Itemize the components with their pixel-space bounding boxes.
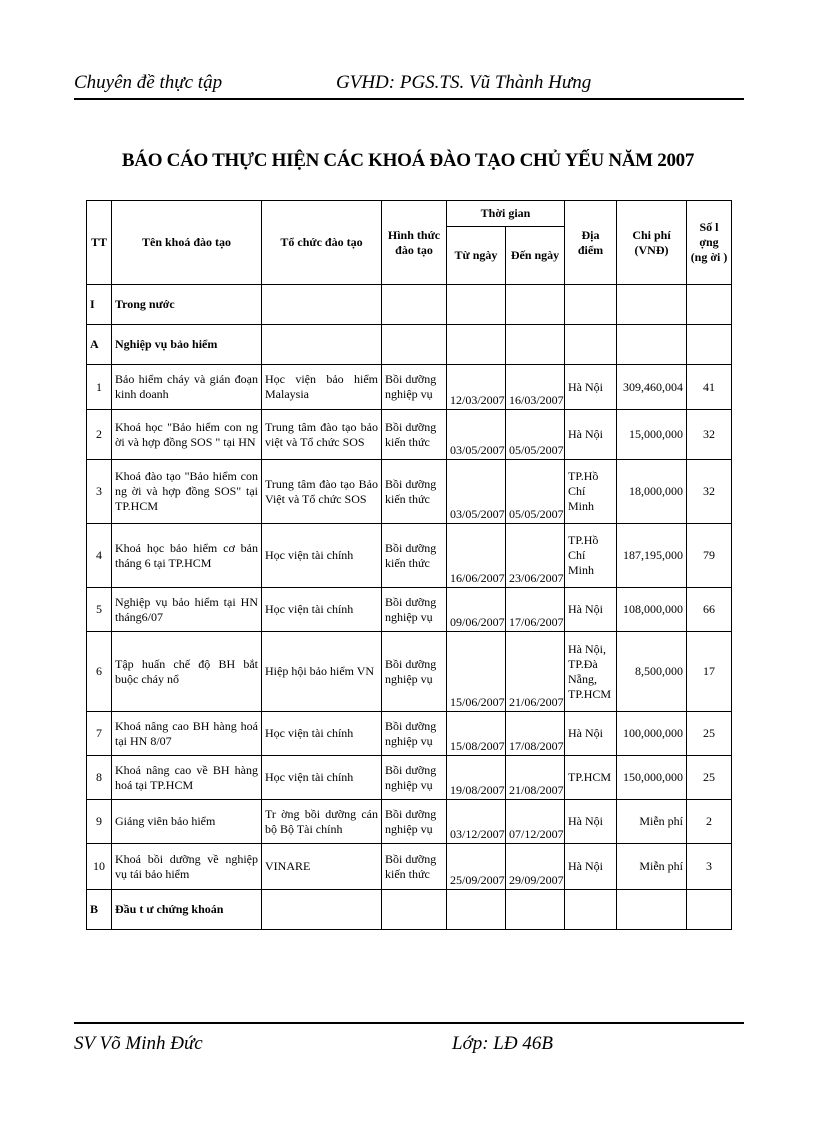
cell-cost: 108,000,000 (617, 588, 687, 632)
cell-form: Bồi dưỡng kiến thức (382, 844, 447, 890)
cell-course: Khoá học bảo hiểm cơ bản tháng 6 tại TP.HCM (112, 524, 262, 588)
cell-org: Trung tâm đào tạo Bảo Việt và Tổ chức SOS (262, 460, 382, 524)
cell-form: Bồi dưỡng kiến thức (382, 410, 447, 460)
cell-count: 25 (687, 756, 732, 800)
col-place: Địa điểm (565, 201, 617, 285)
cell-cost: 150,000,000 (617, 756, 687, 800)
cell-course: Giảng viên bảo hiểm (112, 800, 262, 844)
page-title: BÁO CÁO THỰC HIỆN CÁC KHOÁ ĐÀO TẠO CHỦ YẾU NĂM 2007 (121, 150, 695, 171)
cell-count: 2 (687, 800, 732, 844)
cell-form: Bồi dưỡng nghiệp vụ (382, 632, 447, 712)
cell-place: Hà Nội (565, 800, 617, 844)
cell-tt: 2 (87, 410, 112, 460)
col-from: Từ ngày (447, 227, 506, 285)
cell-to: 16/03/2007 (506, 365, 565, 410)
cell-from: 03/12/2007 (447, 800, 506, 844)
cell-from: 25/09/2007 (447, 844, 506, 890)
col-count: Số l ợng (ng ời ) (687, 201, 732, 285)
cell-from: 15/06/2007 (447, 632, 506, 712)
cell-count: 66 (687, 588, 732, 632)
section-tt: A (87, 325, 112, 365)
cell-cost: 18,000,000 (617, 460, 687, 524)
table-row (87, 365, 732, 410)
cell-count: 32 (687, 410, 732, 460)
section-tt: I (87, 285, 112, 325)
cell-org: VINARE (262, 844, 382, 890)
cell-to: 05/05/2007 (506, 460, 565, 524)
cell-form: Bồi dưỡng nghiệp vụ (382, 712, 447, 756)
header-center: GVHD: PGS.TS. Vũ Thành Hưng (336, 72, 592, 93)
cell-count: 17 (687, 632, 732, 712)
cell-form: Bồi dưỡng nghiệp vụ (382, 365, 447, 410)
cell-count: 25 (687, 712, 732, 756)
cell-form: Bồi dưỡng kiến thức (382, 460, 447, 524)
cell-from: 03/05/2007 (447, 460, 506, 524)
cell-from: 12/03/2007 (447, 365, 506, 410)
cell-cost: 187,195,000 (617, 524, 687, 588)
cell-place: Hà Nội (565, 365, 617, 410)
table-row (87, 844, 732, 890)
cell-count: 3 (687, 844, 732, 890)
cell-from: 15/08/2007 (447, 712, 506, 756)
table-row (87, 588, 732, 632)
cell-from: 09/06/2007 (447, 588, 506, 632)
cell-org: Học viện tài chính (262, 588, 382, 632)
cell-place: TP.Hồ Chí Minh (565, 460, 617, 524)
section-row (87, 890, 732, 930)
cell-from: 16/06/2007 (447, 524, 506, 588)
page-footer (74, 1022, 744, 1054)
cell-org: Trung tâm đào tạo bảo việt và Tổ chức SOS (262, 410, 382, 460)
cell-cost: 15,000,000 (617, 410, 687, 460)
cell-org: Học viện tài chính (262, 712, 382, 756)
training-table (86, 200, 732, 930)
cell-course: Khoá bồi dưỡng về nghiệp vụ tái bảo hiểm (112, 844, 262, 890)
cell-org: Học viện bảo hiểm Malaysia (262, 365, 382, 410)
col-tt: TT (87, 201, 112, 285)
table-row (87, 800, 732, 844)
cell-form: Bồi dưỡng nghiệp vụ (382, 588, 447, 632)
table-row (87, 632, 732, 712)
cell-cost: Miễn phí (617, 844, 687, 890)
cell-cost: Miễn phí (617, 800, 687, 844)
cell-tt: 3 (87, 460, 112, 524)
cell-form: Bồi dưỡng kiến thức (382, 524, 447, 588)
cell-count: 79 (687, 524, 732, 588)
cell-to: 05/05/2007 (506, 410, 565, 460)
cell-course: Khoá đào tạo "Bảo hiểm con ng ời và hợp đồng SOS" tại TP.HCM (112, 460, 262, 524)
cell-course: Khoá học "Bảo hiểm con ng ời và hợp đồng SOS " tại HN (112, 410, 262, 460)
cell-tt: 4 (87, 524, 112, 588)
cell-place: Hà Nội (565, 844, 617, 890)
cell-cost: 309,460,004 (617, 365, 687, 410)
cell-to: 23/06/2007 (506, 524, 565, 588)
cell-to: 21/08/2007 (506, 756, 565, 800)
col-to: Đến ngày (506, 227, 565, 285)
cell-to: 21/06/2007 (506, 632, 565, 712)
section-tt: B (87, 890, 112, 930)
cell-place: Hà Nội (565, 588, 617, 632)
section-row (87, 285, 732, 325)
cell-cost: 100,000,000 (617, 712, 687, 756)
cell-course: Nghiệp vụ bảo hiểm tại HN tháng6/07 (112, 588, 262, 632)
table-row (87, 524, 732, 588)
cell-org: Học viện tài chính (262, 524, 382, 588)
header-left: Chuyên đề thực tập (74, 72, 223, 93)
table-row (87, 712, 732, 756)
cell-to: 17/06/2007 (506, 588, 565, 632)
footer-left: SV Võ Minh Đức (74, 1033, 203, 1054)
cell-cost: 8,500,000 (617, 632, 687, 712)
cell-place: Hà Nội (565, 410, 617, 460)
table-row (87, 460, 732, 524)
col-org: Tổ chức đào tạo (262, 201, 382, 285)
cell-count: 32 (687, 460, 732, 524)
cell-place: Hà Nội (565, 712, 617, 756)
section-row (87, 325, 732, 365)
section-label: Trong nước (112, 285, 262, 325)
cell-org: Học viện tài chính (262, 756, 382, 800)
cell-course: Khoá nâng cao về BH hàng hoá tại TP.HCM (112, 756, 262, 800)
col-form: Hình thức đào tạo (382, 201, 447, 285)
cell-form: Bồi dưỡng nghiệp vụ (382, 756, 447, 800)
cell-to: 29/09/2007 (506, 844, 565, 890)
cell-to: 17/08/2007 (506, 712, 565, 756)
cell-org: Tr ờng bồi dưỡng cán bộ Bộ Tài chính (262, 800, 382, 844)
cell-org: Hiệp hội bảo hiểm VN (262, 632, 382, 712)
cell-tt: 8 (87, 756, 112, 800)
page-header (74, 70, 744, 100)
table-row (87, 410, 732, 460)
cell-place: TP.HCM (565, 756, 617, 800)
cell-tt: 5 (87, 588, 112, 632)
cell-count: 41 (687, 365, 732, 410)
cell-place: TP.Hồ Chí Minh (565, 524, 617, 588)
cell-form: Bồi dưỡng nghiệp vụ (382, 800, 447, 844)
cell-from: 03/05/2007 (447, 410, 506, 460)
table-row (87, 756, 732, 800)
cell-tt: 1 (87, 365, 112, 410)
col-cost: Chi phí (VNĐ) (617, 201, 687, 285)
section-label: Nghiệp vụ bảo hiểm (112, 325, 262, 365)
cell-place: Hà Nội, TP.Đà Nẵng, TP.HCM (565, 632, 617, 712)
cell-to: 07/12/2007 (506, 800, 565, 844)
cell-tt: 7 (87, 712, 112, 756)
cell-course: Tập huấn chế độ BH bắt buộc cháy nổ (112, 632, 262, 712)
cell-course: Bảo hiểm cháy và gián đoạn kinh doanh (112, 365, 262, 410)
cell-tt: 9 (87, 800, 112, 844)
col-time: Thời gian (447, 201, 565, 227)
footer-center: Lớp: LĐ 46B (452, 1033, 553, 1054)
cell-tt: 10 (87, 844, 112, 890)
header-row-1 (87, 201, 732, 227)
col-course: Tên khoá đào tạo (112, 201, 262, 285)
cell-from: 19/08/2007 (447, 756, 506, 800)
cell-tt: 6 (87, 632, 112, 712)
cell-course: Khoá nâng cao BH hàng hoá tại HN 8/07 (112, 712, 262, 756)
section-label: Đầu t ư chứng khoán (112, 890, 262, 930)
